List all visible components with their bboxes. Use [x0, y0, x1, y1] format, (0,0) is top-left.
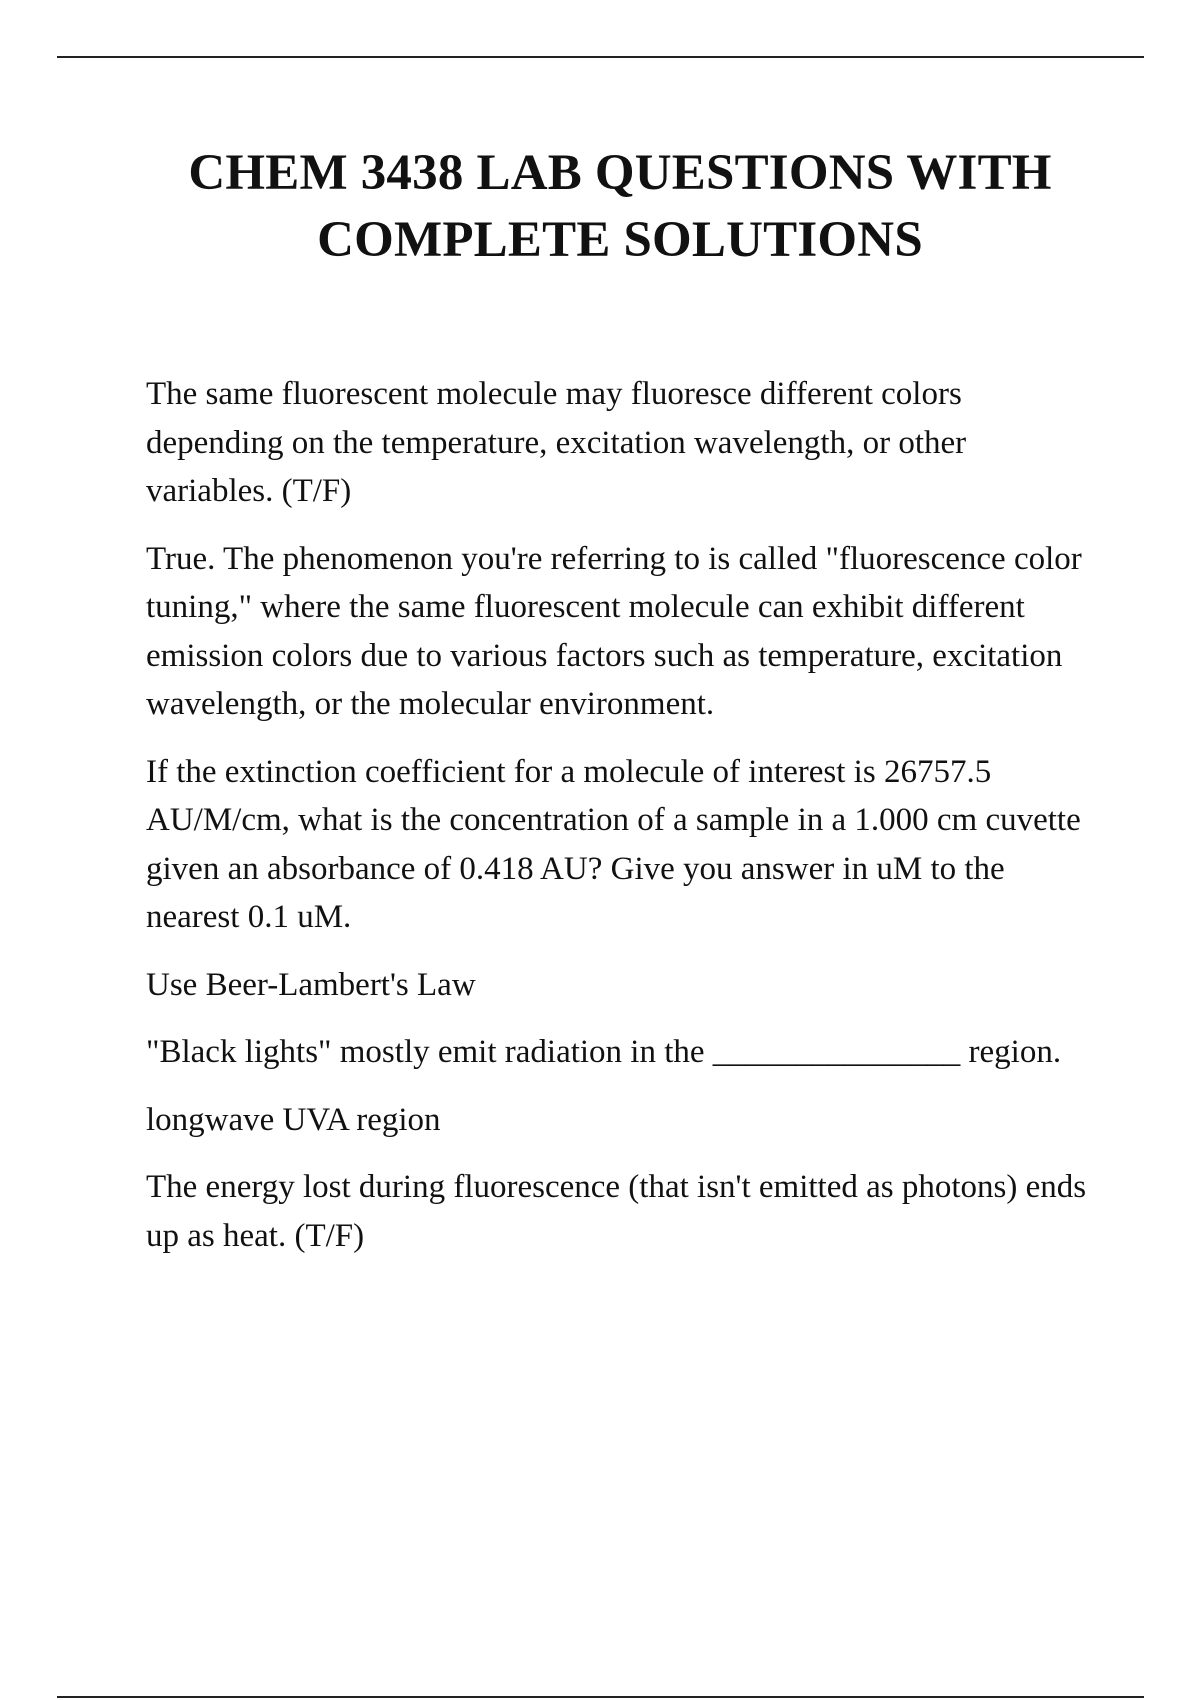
document-body — [146, 370, 1090, 1279]
answer-paragraph: True. The phenomenon you're referring to is called "fluorescence color tuning," where the same fluorescent molecule can exhibit different emission colors due to various factors such as temperature, excitation wavelength, or the molecular environment. — [146, 540, 1082, 722]
question-paragraph: "Black lights" mostly emit radiation in the _______________ region. — [146, 1034, 1062, 1070]
top-divider — [57, 56, 1144, 58]
question-paragraph: The energy lost during fluorescence (that isn't emitted as photons) ends up as heat. (T/F) — [146, 1169, 1087, 1254]
question-paragraph: If the extinction coefficient for a molecule of interest is 26757.5 AU/M/cm, what is the concentration of a sample in a 1.000 cm cuvette given an absorbance of 0.418 AU? Give you answer in uM to the nearest 0.1 uM. — [146, 753, 1081, 935]
question-paragraph: The same fluorescent molecule may fluoresce different colors depending on the temperature, excitation wavelength, or other variables. (T/F) — [146, 376, 967, 509]
answer-paragraph: Use Beer-Lambert's Law — [146, 966, 476, 1003]
bottom-divider — [57, 1696, 1144, 1698]
answer-paragraph: longwave UVA region — [146, 1101, 441, 1138]
document-title: CHEM 3438 LAB QUESTIONS WITH COMPLETE SOLUTIONS — [188, 145, 1052, 268]
